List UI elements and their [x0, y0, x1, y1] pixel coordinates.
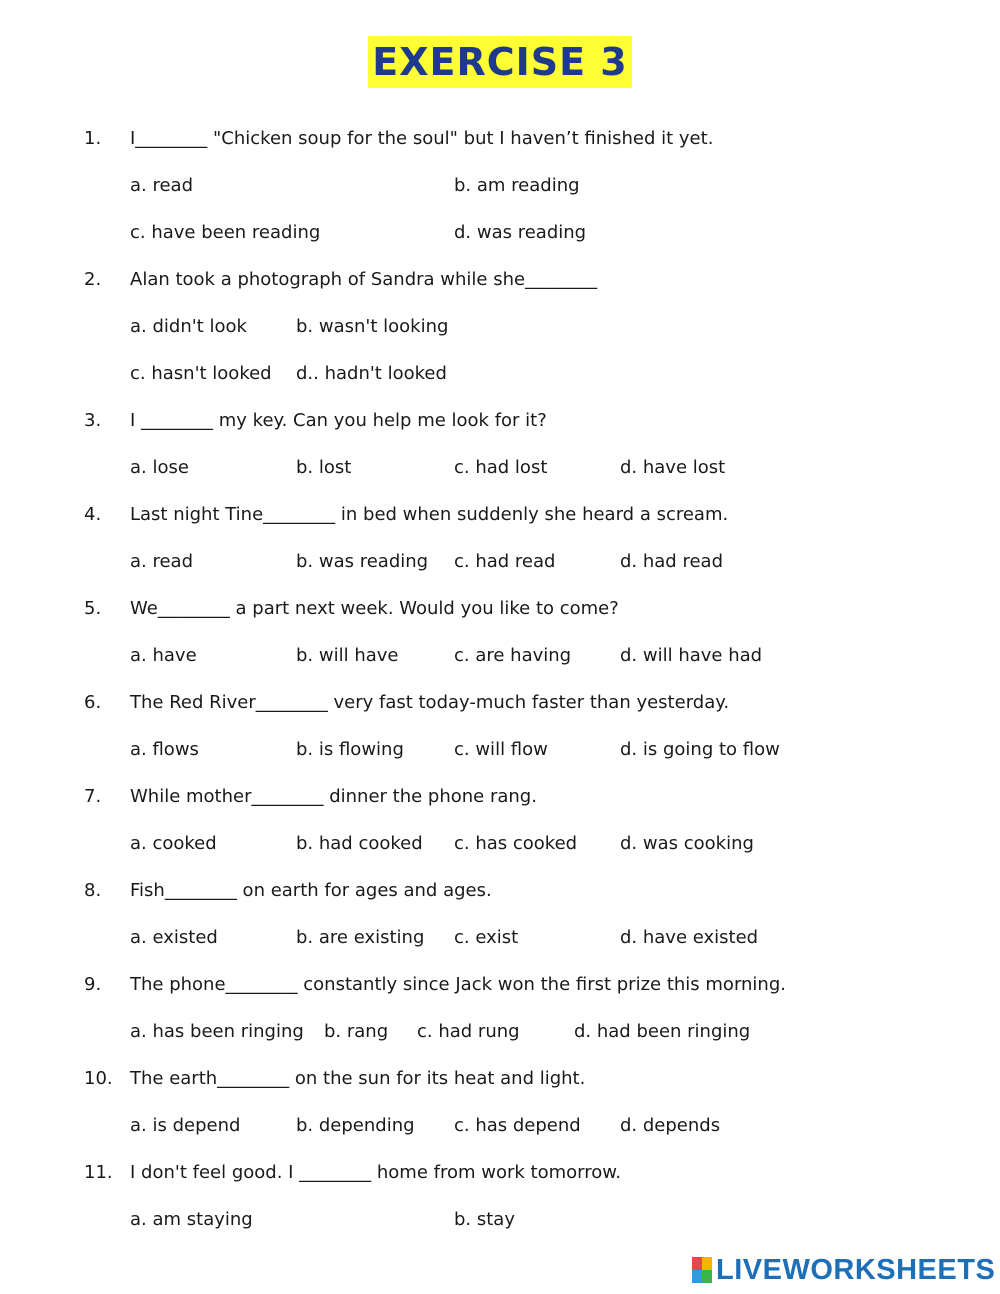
answer-option[interactable]: a. read	[130, 551, 194, 572]
page-title-wrapper	[0, 36, 1000, 88]
answer-option[interactable]: c. have been reading	[130, 222, 321, 243]
question-number: 5.	[84, 598, 102, 619]
answer-option[interactable]: b. am reading	[454, 175, 580, 196]
answer-option[interactable]: d. was reading	[454, 222, 587, 243]
answer-option[interactable]: c. hasn't looked	[130, 363, 272, 384]
answer-option[interactable]: a. is depend	[130, 1115, 241, 1136]
question-stem: Fish________ on earth for ages and ages.	[130, 880, 492, 901]
answer-option[interactable]: d. have existed	[620, 927, 759, 948]
question-number: 9.	[84, 974, 102, 995]
question-stem: I don't feel good. I ________ home from work tomorrow.	[130, 1162, 622, 1183]
answer-option[interactable]: c. has cooked	[454, 833, 578, 854]
answer-option[interactable]: a. flows	[130, 739, 199, 760]
answer-option[interactable]: b. will have	[296, 645, 399, 666]
answer-option[interactable]: c. had rung	[417, 1021, 520, 1042]
question-number: 10.	[84, 1068, 113, 1089]
question-number: 7.	[84, 786, 102, 807]
answer-option[interactable]: c. will flow	[454, 739, 548, 760]
question-number: 3.	[84, 410, 102, 431]
answer-option[interactable]: b. rang	[324, 1021, 389, 1042]
answer-option[interactable]: d. had read	[620, 551, 723, 572]
question-stem: The phone________ constantly since Jack won the first prize this morning.	[130, 974, 786, 995]
answer-option[interactable]: a. read	[130, 175, 194, 196]
answer-option[interactable]: c. had read	[454, 551, 556, 572]
answer-option[interactable]: b. is flowing	[296, 739, 404, 760]
question-number: 1.	[84, 128, 102, 149]
page-title: EXERCISE 3	[368, 36, 632, 88]
question-number: 4.	[84, 504, 102, 525]
answer-option[interactable]: d. have lost	[620, 457, 726, 478]
question-stem: The Red River________ very fast today-much faster than yesterday.	[130, 692, 730, 713]
answer-option[interactable]: a. has been ringing	[130, 1021, 304, 1042]
liveworksheets-logo-icon	[692, 1257, 712, 1283]
question-stem: While mother________ dinner the phone rang.	[130, 786, 537, 807]
question-stem: Alan took a photograph of Sandra while she________	[130, 269, 598, 290]
answer-option[interactable]: d. was cooking	[620, 833, 754, 854]
answer-option[interactable]: c. are having	[454, 645, 572, 666]
answer-option[interactable]: c. has depend	[454, 1115, 581, 1136]
question-number: 8.	[84, 880, 102, 901]
answer-option[interactable]: a. have	[130, 645, 197, 666]
answer-option[interactable]: a. existed	[130, 927, 218, 948]
liveworksheets-logo	[692, 1254, 995, 1286]
answer-option[interactable]: b. had cooked	[296, 833, 423, 854]
question-stem: Last night Tine________ in bed when suddenly she heard a scream.	[130, 504, 729, 525]
question-stem: I ________ my key. Can you help me look for it?	[130, 410, 547, 431]
answer-option[interactable]: b. wasn't looking	[296, 316, 449, 337]
answer-option[interactable]: b. lost	[296, 457, 352, 478]
answer-option[interactable]: a. lose	[130, 457, 189, 478]
question-number: 11.	[84, 1162, 113, 1183]
answer-option[interactable]: d. is going to flow	[620, 739, 780, 760]
question-stem: I________ "Chicken soup for the soul" but I haven’t finished it yet.	[130, 128, 714, 149]
answer-option[interactable]: b. was reading	[296, 551, 429, 572]
answer-option[interactable]: b. are existing	[296, 927, 425, 948]
answer-option[interactable]: b. depending	[296, 1115, 415, 1136]
answer-option[interactable]: a. am staying	[130, 1209, 253, 1230]
answer-option[interactable]: b. stay	[454, 1209, 515, 1230]
question-stem: The earth________ on the sun for its heat and light.	[130, 1068, 586, 1089]
answer-option[interactable]: c. had lost	[454, 457, 548, 478]
answer-option[interactable]: c. exist	[454, 927, 519, 948]
answer-option[interactable]: d. will have had	[620, 645, 763, 666]
logo-text: LIVEWORKSHEETS	[716, 1253, 996, 1286]
answer-option[interactable]: d. depends	[620, 1115, 721, 1136]
question-number: 6.	[84, 692, 102, 713]
answer-option[interactable]: a. cooked	[130, 833, 217, 854]
answer-option[interactable]: d.. hadn't looked	[296, 363, 447, 384]
answer-option[interactable]: a. didn't look	[130, 316, 247, 337]
question-number: 2.	[84, 269, 102, 290]
question-stem: We________ a part next week. Would you like to come?	[130, 598, 619, 619]
answer-option[interactable]: d. had been ringing	[574, 1021, 751, 1042]
